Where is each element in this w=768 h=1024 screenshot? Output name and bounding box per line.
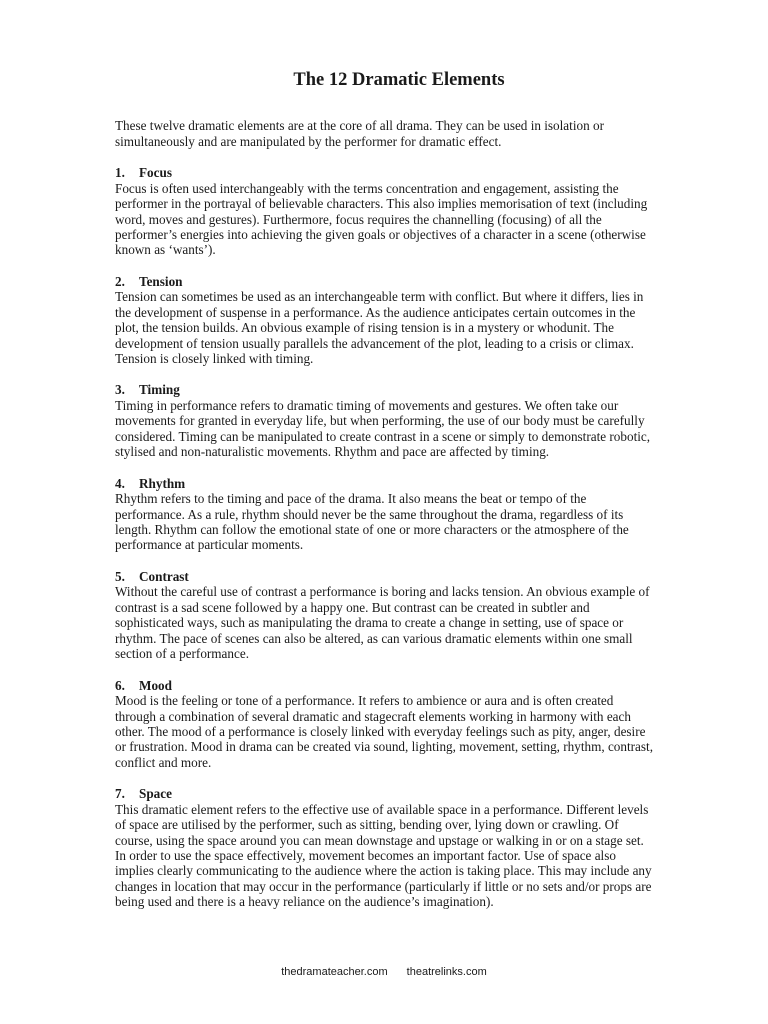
section-heading	[115, 274, 655, 290]
footer-link-theatrelinks: theatrelinks.com	[406, 966, 487, 978]
section-heading	[115, 382, 655, 398]
section-tension	[115, 274, 655, 367]
section-number: 1.	[115, 165, 125, 181]
section-focus	[115, 165, 655, 258]
section-heading	[115, 476, 655, 492]
section-number: 2.	[115, 273, 125, 289]
section-title: Space	[139, 786, 172, 802]
section-text: Focus is often used interchangeably with the terms concentration and engagement, assisting the performer in the portrayal of believable characters. This also implies memorisation of text (including word, moves and gestures). Furthermore, focus requires the channelling (focusing) of all the performer’s energies into achieving the given goals or objectives of a character in a scene (otherwise known as ‘wants’).	[115, 180, 648, 258]
section-title: Contrast	[139, 568, 189, 584]
section-number: 6.	[115, 677, 125, 693]
section-space	[115, 786, 655, 909]
page-footer	[0, 966, 768, 978]
section-title: Rhythm	[139, 475, 186, 491]
section-title: Mood	[139, 677, 172, 693]
document-title: The 12 Dramatic Elements	[293, 70, 505, 90]
section-title: Timing	[139, 382, 180, 398]
section-contrast	[115, 569, 655, 662]
section-title: Focus	[139, 165, 172, 181]
section-text: This dramatic element refers to the effective use of available space in a performance. Different levels of space are utilised by the performer, such as sitting, bending over, lying down or crawling. Of course, using the space around you can mean downstage and upstage or walking in or on a stage set. In order to use the space effectively, movement becomes an important factor. Use of space also implies clearly communicating to the audience where the action is taking place. This may include any changes in location that may occur in the performance (particularly if little or no sets and/or props are being used and there is a heavy reliance on the audience’s imagination).	[115, 801, 652, 910]
section-text: Without the careful use of contrast a performance is boring and lacks tension. An obvious example of contrast is a sad scene followed by a happy one. But contrast can be created in subtler and sophisticated ways, such as manipulating the drama to create a change in setting, use of space or rhythm. The pace of scenes can also be altered, as can various dramatic elements within one small section of a performance.	[115, 584, 650, 662]
section-number: 4.	[115, 475, 125, 491]
section-heading	[115, 786, 655, 802]
section-text: Tension can sometimes be used as an interchangeable term with conflict. But where it differs, lies in the development of suspense in a performance. As the audience anticipates certain outcomes in the plot, the tension builds. An obvious example of rising tension is in a mystery or whodunit. The development of tension usually parallels the advancement of the plot, leading to a crisis or climax. Tension is closely linked with timing.	[115, 289, 644, 367]
section-number: 5.	[115, 568, 125, 584]
section-text: Mood is the feeling or tone of a performance. It refers to ambience or aura and is often created through a combination of several dramatic and stagecraft elements working in harmony with each other. The mood of a performance is closely linked with everyday feelings such as pity, anger, desire or frustration. Mood in drama can be created via sound, lighting, movement, setting, rhythm, contrast, conflict and more.	[115, 693, 653, 770]
section-rhythm	[115, 476, 655, 553]
section-mood	[115, 678, 655, 771]
section-heading	[115, 569, 655, 585]
section-text: Rhythm refers to the timing and pace of the drama. It also means the beat or tempo of the performance. As a rule, rhythm should never be the same throughout the drama, regardless of its length. Rhythm can follow the emotional state of one or more characters or the atmosphere of the performance at particular moments.	[115, 491, 629, 553]
section-number: 7.	[115, 786, 125, 802]
footer-link-dramateacher: thedramateacher.com	[281, 966, 388, 978]
section-title: Tension	[139, 273, 183, 289]
document-page	[115, 60, 655, 910]
section-text: Timing in performance refers to dramatic timing of movements and gestures. We often take our movements for granted in everyday life, but when performing, the use of our body must be carefully considered. Timing can be manipulated to create contrast in a scene or simply to demonstrate robotic, stylised and non-naturalistic movements. Rhythm and pace are affected by timing.	[115, 398, 651, 460]
section-heading	[115, 165, 655, 181]
intro-paragraph: These twelve dramatic elements are at the core of all drama. They can be used in isolation or simultaneously and are manipulated by the performer for dramatic effect.	[115, 118, 604, 149]
section-timing	[115, 382, 655, 459]
section-heading	[115, 678, 655, 694]
section-number: 3.	[115, 382, 125, 398]
